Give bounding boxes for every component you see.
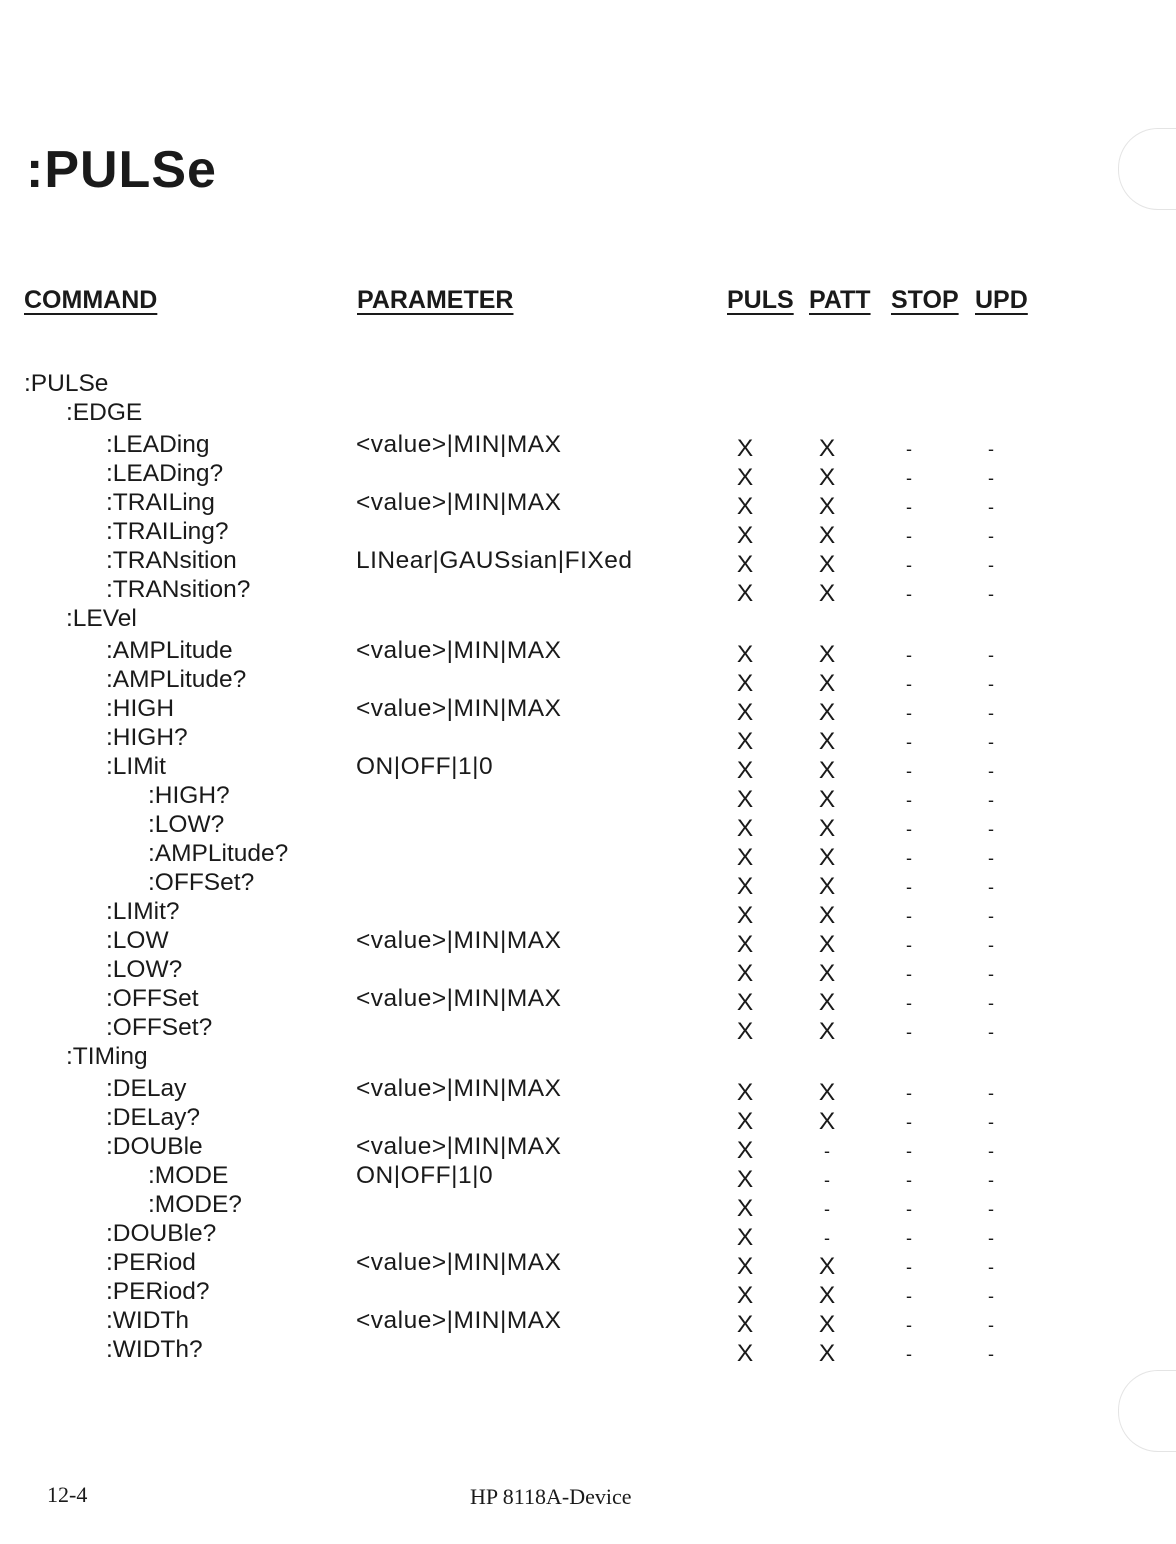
puls-cell: X [736, 902, 754, 929]
command-cell: :WIDTh [106, 1307, 190, 1334]
upd-cell: - [988, 1315, 994, 1335]
upd-cell: - [988, 674, 994, 694]
table-row [0, 1307, 1176, 1336]
stop-cell: - [906, 526, 912, 546]
stop-cell: - [906, 906, 912, 926]
patt-cell: X [818, 435, 836, 462]
puls-cell: X [736, 493, 754, 520]
upd-cell: - [988, 877, 994, 897]
table-row [0, 1075, 1176, 1104]
patt-cell: X [818, 728, 836, 755]
column-header-patt: PATT [809, 286, 871, 314]
puls-cell: X [736, 1311, 754, 1338]
command-cell: :HIGH? [106, 724, 188, 751]
table-row [0, 1278, 1176, 1307]
table-row [0, 460, 1176, 489]
upd-cell: - [988, 964, 994, 984]
table-row [0, 1162, 1176, 1191]
table-row [0, 1014, 1176, 1043]
stop-cell: - [906, 497, 912, 517]
command-cell: :PULSe [24, 370, 109, 397]
parameter-cell: <value>|MIN|MAX [356, 431, 562, 458]
puls-cell: X [736, 641, 754, 668]
stop-cell: - [906, 674, 912, 694]
command-cell: :TRAILing [106, 489, 215, 516]
table-row [0, 840, 1176, 869]
puls-cell: X [736, 1137, 754, 1164]
stop-cell: - [906, 1141, 912, 1161]
upd-cell: - [988, 1228, 994, 1248]
command-cell: :LOW? [106, 956, 183, 983]
table-row [0, 927, 1176, 956]
command-cell: :OFFSet? [106, 1014, 213, 1041]
command-cell: :LEADing [106, 431, 210, 458]
table-row [0, 576, 1176, 605]
patt-cell: X [818, 1282, 836, 1309]
patt-cell: - [824, 1199, 830, 1219]
patt-cell: X [818, 464, 836, 491]
puls-cell: X [736, 580, 754, 607]
table-row [0, 637, 1176, 666]
column-header-puls: PULS [727, 286, 794, 314]
table-row [0, 547, 1176, 576]
upd-cell: - [988, 555, 994, 575]
patt-cell: X [818, 580, 836, 607]
table-row [0, 1043, 1176, 1072]
parameter-cell: <value>|MIN|MAX [356, 1307, 562, 1334]
puls-cell: X [736, 1224, 754, 1251]
patt-cell: X [818, 757, 836, 784]
stop-cell: - [906, 993, 912, 1013]
table-row [0, 605, 1176, 634]
page-title: :PULSe [26, 141, 217, 199]
table-row [0, 753, 1176, 782]
patt-cell: X [818, 493, 836, 520]
puls-cell: X [736, 931, 754, 958]
table-row [0, 985, 1176, 1014]
binder-hole-decoration [1118, 1370, 1176, 1452]
table-row [0, 666, 1176, 695]
patt-cell: X [818, 551, 836, 578]
stop-cell: - [906, 761, 912, 781]
upd-cell: - [988, 584, 994, 604]
table-row [0, 869, 1176, 898]
table-row [0, 1191, 1176, 1220]
patt-cell: X [818, 641, 836, 668]
command-cell: :PERiod [106, 1249, 196, 1276]
upd-cell: - [988, 790, 994, 810]
command-cell: :EDGE [66, 399, 143, 426]
puls-cell: X [736, 1166, 754, 1193]
upd-cell: - [988, 848, 994, 868]
upd-cell: - [988, 497, 994, 517]
command-cell: :WIDTh? [106, 1336, 203, 1363]
parameter-cell: <value>|MIN|MAX [356, 1075, 562, 1102]
puls-cell: X [736, 786, 754, 813]
parameter-cell: <value>|MIN|MAX [356, 637, 562, 664]
table-row [0, 898, 1176, 927]
command-cell: :MODE? [148, 1191, 242, 1218]
command-cell: :LOW [106, 927, 169, 954]
stop-cell: - [906, 1286, 912, 1306]
puls-cell: X [736, 435, 754, 462]
upd-cell: - [988, 761, 994, 781]
command-cell: :AMPLitude? [106, 666, 247, 693]
upd-cell: - [988, 1257, 994, 1277]
upd-cell: - [988, 1286, 994, 1306]
command-cell: :LEVel [66, 605, 137, 632]
stop-cell: - [906, 1022, 912, 1042]
binder-hole-decoration [1118, 128, 1176, 210]
upd-cell: - [988, 732, 994, 752]
puls-cell: X [736, 1079, 754, 1106]
patt-cell: X [818, 815, 836, 842]
column-header-parameter: PARAMETER [357, 286, 514, 314]
puls-cell: X [736, 873, 754, 900]
patt-cell: X [818, 844, 836, 871]
patt-cell: - [824, 1141, 830, 1161]
upd-cell: - [988, 645, 994, 665]
stop-cell: - [906, 848, 912, 868]
upd-cell: - [988, 703, 994, 723]
patt-cell: X [818, 670, 836, 697]
command-cell: :OFFSet? [148, 869, 255, 896]
table-row [0, 1336, 1176, 1365]
command-cell: :DELay? [106, 1104, 200, 1131]
column-header-command: COMMAND [24, 286, 158, 314]
stop-cell: - [906, 935, 912, 955]
stop-cell: - [906, 439, 912, 459]
upd-cell: - [988, 1199, 994, 1219]
patt-cell: X [818, 931, 836, 958]
page-number: 12-4 [47, 1482, 88, 1507]
stop-cell: - [906, 1199, 912, 1219]
table-row [0, 724, 1176, 753]
puls-cell: X [736, 757, 754, 784]
table-row [0, 956, 1176, 985]
patt-cell: X [818, 1018, 836, 1045]
patt-cell: X [818, 960, 836, 987]
command-cell: :HIGH? [148, 782, 230, 809]
parameter-cell: <value>|MIN|MAX [356, 985, 562, 1012]
command-cell: :PERiod? [106, 1278, 210, 1305]
table-row [0, 1220, 1176, 1249]
upd-cell: - [988, 993, 994, 1013]
patt-cell: - [824, 1228, 830, 1248]
puls-cell: X [736, 1282, 754, 1309]
puls-cell: X [736, 728, 754, 755]
command-cell: :LIMit [106, 753, 166, 780]
stop-cell: - [906, 1170, 912, 1190]
table-row [0, 1104, 1176, 1133]
upd-cell: - [988, 1344, 994, 1364]
parameter-cell: <value>|MIN|MAX [356, 1133, 562, 1160]
stop-cell: - [906, 584, 912, 604]
puls-cell: X [736, 960, 754, 987]
upd-cell: - [988, 1022, 994, 1042]
patt-cell: X [818, 1108, 836, 1135]
patt-cell: X [818, 873, 836, 900]
upd-cell: - [988, 526, 994, 546]
stop-cell: - [906, 1344, 912, 1364]
parameter-cell: ON|OFF|1|0 [356, 753, 494, 780]
document-name: HP 8118A-Device [470, 1484, 632, 1509]
puls-cell: X [736, 1253, 754, 1280]
stop-cell: - [906, 819, 912, 839]
command-cell: :LOW? [148, 811, 225, 838]
parameter-cell: <value>|MIN|MAX [356, 489, 562, 516]
patt-cell: X [818, 1311, 836, 1338]
command-cell: :AMPLitude [106, 637, 233, 664]
patt-cell: X [818, 989, 836, 1016]
upd-cell: - [988, 1170, 994, 1190]
table-row [0, 489, 1176, 518]
puls-cell: X [736, 844, 754, 871]
table-row [0, 399, 1176, 428]
patt-cell: X [818, 786, 836, 813]
patt-cell: X [818, 1340, 836, 1367]
parameter-cell: LINear|GAUSsian|FIXed [356, 547, 633, 574]
command-cell: :TRANsition? [106, 576, 251, 603]
stop-cell: - [906, 732, 912, 752]
stop-cell: - [906, 1257, 912, 1277]
upd-cell: - [988, 439, 994, 459]
table-row [0, 370, 1176, 399]
stop-cell: - [906, 964, 912, 984]
command-cell: :OFFSet [106, 985, 199, 1012]
patt-cell: - [824, 1170, 830, 1190]
patt-cell: X [818, 1079, 836, 1106]
puls-cell: X [736, 1018, 754, 1045]
command-cell: :DELay [106, 1075, 187, 1102]
parameter-cell: <value>|MIN|MAX [356, 1249, 562, 1276]
puls-cell: X [736, 1340, 754, 1367]
stop-cell: - [906, 703, 912, 723]
command-cell: :TRAILing? [106, 518, 229, 545]
command-cell: :MODE [148, 1162, 229, 1189]
puls-cell: X [736, 551, 754, 578]
stop-cell: - [906, 645, 912, 665]
command-cell: :LEADing? [106, 460, 224, 487]
column-header-stop: STOP [891, 286, 959, 314]
puls-cell: X [736, 670, 754, 697]
column-header-upd: UPD [975, 286, 1028, 314]
table-row [0, 782, 1176, 811]
command-cell: :DOUBle? [106, 1220, 217, 1247]
upd-cell: - [988, 819, 994, 839]
upd-cell: - [988, 906, 994, 926]
table-row [0, 811, 1176, 840]
upd-cell: - [988, 1141, 994, 1161]
upd-cell: - [988, 1112, 994, 1132]
upd-cell: - [988, 468, 994, 488]
puls-cell: X [736, 989, 754, 1016]
puls-cell: X [736, 464, 754, 491]
patt-cell: X [818, 522, 836, 549]
parameter-cell: <value>|MIN|MAX [356, 927, 562, 954]
upd-cell: - [988, 1083, 994, 1103]
table-row [0, 1249, 1176, 1278]
command-cell: :AMPLitude? [148, 840, 289, 867]
command-cell: :LIMit? [106, 898, 180, 925]
upd-cell: - [988, 935, 994, 955]
puls-cell: X [736, 1195, 754, 1222]
table-row [0, 1133, 1176, 1162]
parameter-cell: <value>|MIN|MAX [356, 695, 562, 722]
command-cell: :HIGH [106, 695, 175, 722]
puls-cell: X [736, 699, 754, 726]
stop-cell: - [906, 1315, 912, 1335]
patt-cell: X [818, 1253, 836, 1280]
table-row [0, 695, 1176, 724]
stop-cell: - [906, 1083, 912, 1103]
stop-cell: - [906, 468, 912, 488]
stop-cell: - [906, 877, 912, 897]
puls-cell: X [736, 1108, 754, 1135]
puls-cell: X [736, 522, 754, 549]
stop-cell: - [906, 555, 912, 575]
patt-cell: X [818, 699, 836, 726]
patt-cell: X [818, 902, 836, 929]
stop-cell: - [906, 790, 912, 810]
stop-cell: - [906, 1112, 912, 1132]
table-row [0, 518, 1176, 547]
command-cell: :DOUBle [106, 1133, 203, 1160]
table-row [0, 431, 1176, 460]
parameter-cell: ON|OFF|1|0 [356, 1162, 494, 1189]
puls-cell: X [736, 815, 754, 842]
command-cell: :TIMing [66, 1043, 148, 1070]
stop-cell: - [906, 1228, 912, 1248]
command-cell: :TRANsition [106, 547, 237, 574]
